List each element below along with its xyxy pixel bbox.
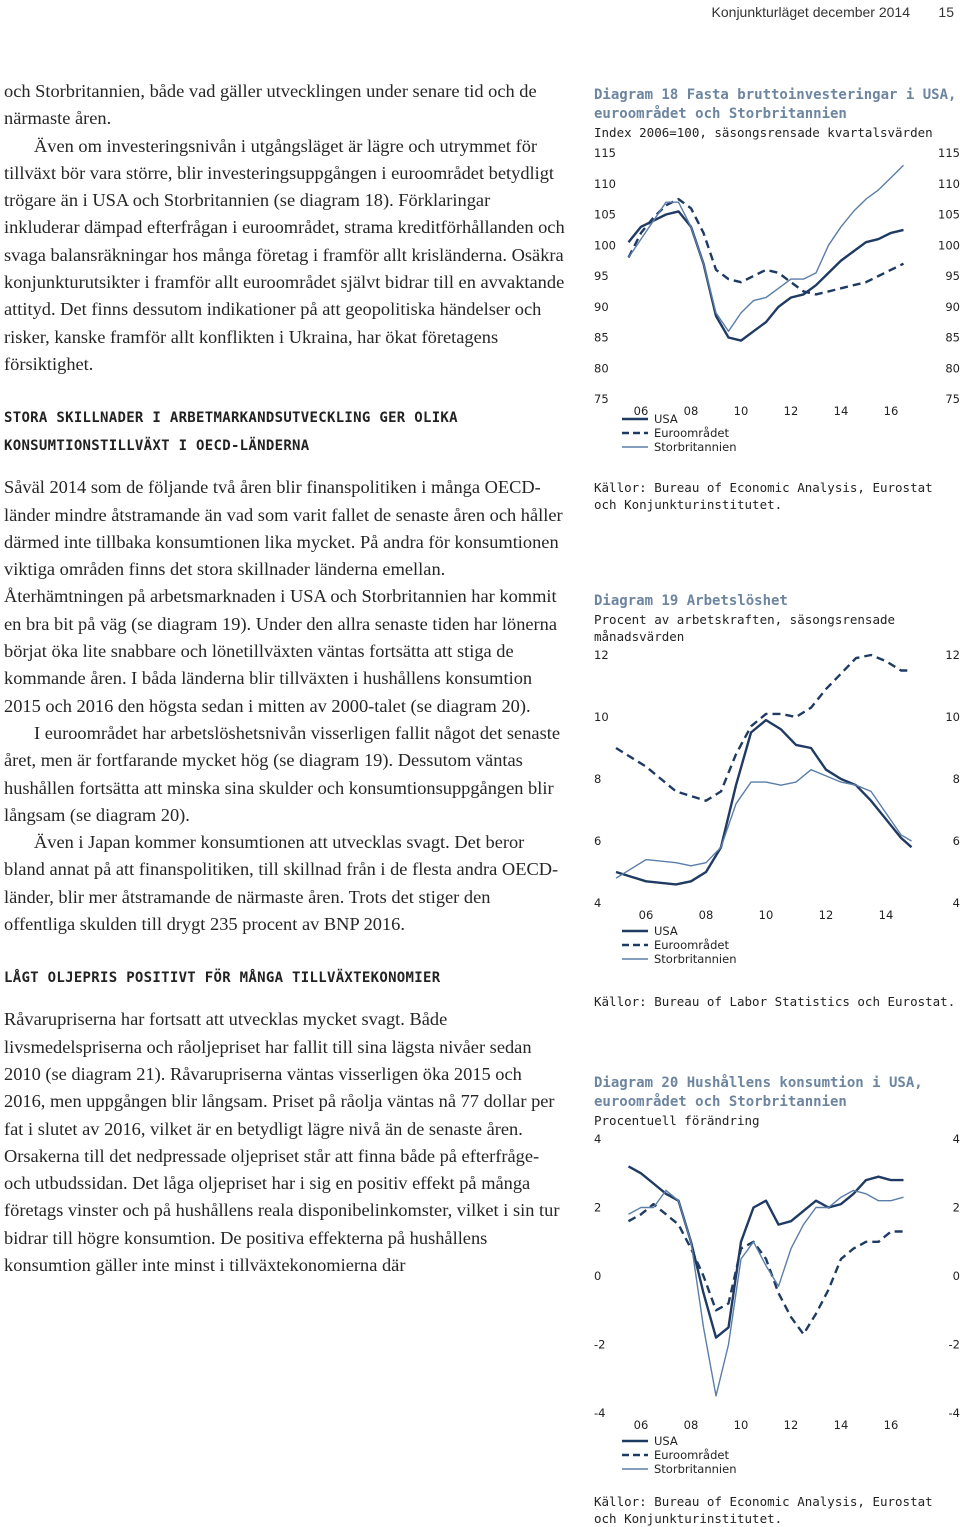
y-tick-label-right: 85 [945, 330, 960, 345]
diagram-19-title: Diagram 19 Arbetslöshet [594, 593, 788, 609]
legend-label-storbritannien: Storbritannien [654, 440, 737, 454]
y-tick-label-right: 10 [945, 710, 960, 724]
y-tick-label-left: -2 [594, 1337, 606, 1352]
y-tick-label-right: 105 [938, 207, 960, 222]
y-tick-label-left: 0 [594, 1269, 602, 1283]
paragraph-4: I euroområdet har arbetslöshetsnivån visserligen fallit något det senaste året, men är fortfarande mycket hög (se diagram 19). Dessutom väntas hushållen fortsätta att minska sina skulder och konsumtionsuppgången blir långsam (se diagram 20). [4, 722, 561, 825]
diagram-19 [594, 592, 960, 1010]
legend-label-storbritannien: Storbritannien [654, 1462, 737, 1476]
x-tick-label: 14 [878, 908, 894, 922]
diagram-18-subtitle: Index 2006=100, säsongsrensade kvartalsvärden [594, 125, 933, 140]
series-line-euroområdet [616, 655, 912, 801]
paragraph-1: och Storbritannien, både vad gäller utvecklingen under senare tid och de närmaste åren. [4, 81, 537, 129]
series-line-storbritannien [629, 1190, 904, 1396]
y-tick-label-left: 90 [594, 299, 609, 314]
y-tick-label-right: 90 [945, 299, 960, 314]
y-tick-label-right: 0 [952, 1269, 960, 1283]
y-tick-label-left: 80 [594, 361, 609, 376]
series-line-storbritannien [629, 165, 904, 331]
page-number: 15 [938, 4, 954, 20]
x-tick-label: 14 [833, 404, 849, 418]
y-tick-label-right: 2 [952, 1200, 960, 1215]
diagram-20-source: Källor: Bureau of Economic Analysis, Eurostat och Konjunkturinstitutet. [594, 1494, 933, 1526]
y-tick-label-right: 12 [945, 648, 960, 662]
y-tick-label-left: 6 [594, 834, 602, 848]
y-tick-label-left: 8 [594, 772, 602, 786]
y-tick-label-right: 75 [945, 392, 960, 406]
x-tick-label: 08 [698, 908, 714, 922]
series-line-usa [629, 211, 904, 340]
legend-label-euroområdet: Euroområdet [654, 426, 729, 440]
y-tick-label-right: 110 [938, 176, 960, 191]
y-tick-label-right: -4 [948, 1406, 960, 1420]
paragraph-3: Såväl 2014 som de följande två åren blir finanspolitiken i många OECD-länder mindre åtstramande än vad som varit fallet de senaste åren och håller därmed inte tillbaka konsumtionen lika mycket. På andra för konsumtionen viktiga områden finns det stora skillnader länderna emellan. Återhämtningen på arbetsmarknaden i USA och Storbritannien har kommit en bra bit på väg (se diagram 19). Under den allra senaste tiden har lönerna börjat öka lite snabbare och lönetillväxten väntas fortsätta att stiga de kommande åren. I båda länderna blir tillväxten i hushållens konsumtion 2015 och 2016 den högsta sedan i mitten av 2000-talet (se diagram 20). [4, 477, 563, 716]
y-tick-label-left: -4 [594, 1406, 606, 1420]
y-tick-label-right: 8 [952, 772, 960, 786]
diagram-20-subtitle: Procentuell förändring [594, 1113, 760, 1128]
legend-label-usa: USA [654, 924, 678, 938]
x-tick-label: 08 [683, 404, 699, 418]
legend-label-euroområdet: Euroområdet [654, 938, 729, 952]
x-tick-label: 10 [758, 908, 774, 922]
legend-label-usa: USA [654, 412, 678, 426]
y-tick-label-right: 80 [945, 361, 960, 376]
page-header [0, 0, 960, 28]
series-line-usa [616, 720, 912, 884]
y-tick-label-left: 4 [594, 896, 602, 910]
paragraph-6: Råvarupriserna har fortsatt att utvecklas mycket svagt. Både livsmedelspriserna och råoljepriset har fallit till sina lägsta nivåer sedan 2010 (se diagram 21). Råvarupriserna väntas visserligen öka 2015 och 2016, men uppgången blir långsam. Priset på råolja väntas nå 77 dollar per fat i slutet av 2016, vilket är en betydligt lägre nivå än de senaste åren. Orsakerna till det nedpressade oljepriset står att finna både på efterfråge- och utbudssidan. Det låga oljepriset har i sig en positiv effekt på många företags vinster och på hushållens reala disponibelinkomster, vilket i sin tur bidrar till högre konsumtion. De positiva effekterna på hushållens konsumtion gäller inte minst i tillväxtekonomierna där [4, 1009, 560, 1275]
x-tick-label: 08 [683, 1418, 699, 1432]
x-tick-label: 12 [783, 1418, 799, 1432]
diagram-20-chart [594, 1129, 960, 1487]
y-tick-label-left: 100 [594, 238, 616, 253]
x-tick-label: 06 [633, 404, 649, 418]
x-tick-label: 10 [733, 404, 749, 418]
y-tick-label-right: 4 [952, 1132, 960, 1146]
body-text-column [4, 78, 566, 1279]
x-tick-label: 06 [633, 1418, 649, 1432]
x-tick-label: 10 [733, 1418, 749, 1432]
y-tick-label-left: 10 [594, 710, 609, 724]
y-tick-label-right: 100 [938, 238, 960, 253]
x-tick-label: 14 [833, 1418, 849, 1432]
diagram-18 [594, 86, 960, 513]
paragraph-5: Även i Japan kommer konsumtionen att utvecklas svagt. Det beror bland annat på att finanspolitiken, till skillnad från i de flesta andra OECD-länder, blir mer åtstramande de närmaste åren. Trots det stiger den offentliga skulden till drygt 235 procent av BNP 2016. [4, 832, 559, 935]
x-tick-label: 16 [883, 404, 899, 418]
y-tick-label-left: 12 [594, 648, 609, 662]
y-tick-label-left: 105 [594, 207, 616, 222]
y-tick-label-right: 6 [952, 834, 960, 848]
x-tick-label: 06 [638, 908, 654, 922]
diagram-19-subtitle: Procent av arbetskraften, säsongsrensade månadsvärden [594, 612, 896, 644]
y-tick-label-left: 2 [594, 1200, 602, 1215]
y-tick-label-right: 95 [945, 269, 960, 283]
paragraph-2: Även om investeringsnivån i utgångsläget är lägre och utrymmet för tillväxt bör vara större, blir investeringsuppgången i euroområdet betydligt trögare än i USA och Storbritannien (se diagram 18). Förklaringar inkluderar dämpad efterfrågan i euroområdet, strama kreditförhållanden och svaga balansräkningar hos många företag i framför allt krisländerna. Osäkra konjunkturutsikter i framför allt euroområdet självt bidrar till en avvaktande attityd. Det finns dessutom indikationer på att geopolitiska händelser och risker, kanske framför allt konflikten i Ukraina, har ökat företagens försiktighet. [4, 135, 565, 374]
diagram-18-title: Diagram 18 Fasta bruttoinvesteringar i USA, euroområdet och Storbritannien [594, 87, 957, 122]
diagram-20-title: Diagram 20 Hushållens konsumtion i USA, euroområdet och Storbritannien [594, 1075, 923, 1110]
series-line-euroområdet [629, 1204, 904, 1334]
diagram-19-source: Källor: Bureau of Labor Statistics och Eurostat. [594, 994, 956, 1009]
y-tick-label-left: 4 [594, 1132, 602, 1146]
section-heading-1: STORA SKILLNADER I ARBETMARKANDSUTVECKLING GER OLIKA KONSUMTIONSTILLVÄXT I OECD-LÄNDERNA [4, 410, 458, 455]
y-tick-label-left: 110 [594, 176, 616, 191]
diagram-20 [594, 1074, 960, 1527]
x-tick-label: 12 [783, 404, 799, 418]
y-tick-label-left: 85 [594, 330, 609, 345]
diagram-19-chart [594, 645, 960, 985]
running-title: Konjunkturläget december 2014 [711, 4, 910, 20]
legend-label-usa: USA [654, 1434, 678, 1448]
diagram-18-chart [594, 143, 960, 473]
series-line-storbritannien [616, 770, 912, 879]
legend-label-storbritannien: Storbritannien [654, 952, 737, 966]
x-tick-label: 12 [818, 908, 834, 922]
y-tick-label-right: -2 [948, 1337, 960, 1352]
x-tick-label: 16 [883, 1418, 899, 1432]
y-tick-label-left: 95 [594, 269, 609, 283]
y-tick-label-right: 4 [952, 896, 960, 910]
legend-label-euroområdet: Euroområdet [654, 1448, 729, 1462]
section-heading-2: LÅGT OLJEPRIS POSITIVT FÖR MÅNGA TILLVÄXTEKONOMIER [4, 970, 441, 987]
y-tick-label-left: 75 [594, 392, 609, 406]
y-tick-label-right: 115 [938, 146, 960, 160]
y-tick-label-left: 115 [594, 146, 616, 160]
diagram-18-source: Källor: Bureau of Economic Analysis, Eurostat och Konjunkturinstitutet. [594, 480, 933, 512]
